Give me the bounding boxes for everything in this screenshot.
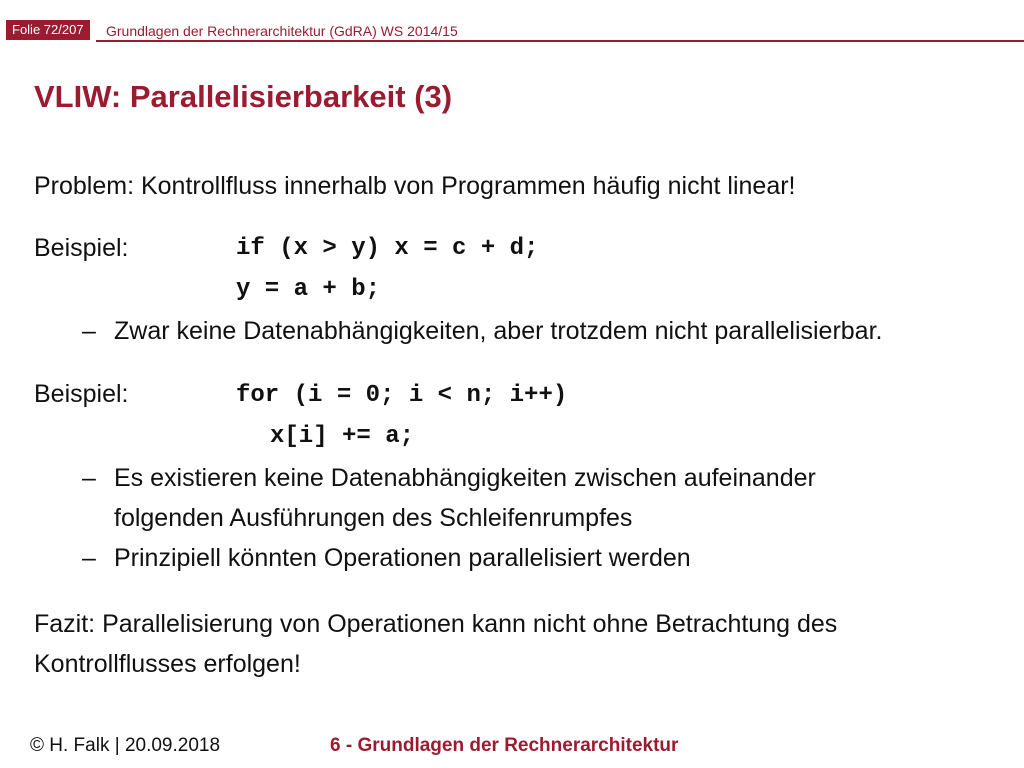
- slide-title: VLIW: Parallelisierbarkeit (3): [34, 79, 453, 114]
- footer-author-date: © H. Falk | 20.09.2018: [30, 735, 221, 756]
- conclusion-line-1: Fazit: Parallelisierung von Operationen kann nicht ohne Betrachtung des: [34, 610, 838, 638]
- slide-number-badge: Folie 72/207: [6, 20, 90, 40]
- example2-code-line-1: for (i = 0; i < n; i++): [236, 382, 568, 409]
- example2-bullet-1: Es existieren keine Datenabhängigkeiten zwischen aufeinander: [114, 464, 816, 492]
- example2-label: Beispiel:: [34, 380, 129, 408]
- example2-code-line-2: x[i] += a;: [270, 423, 415, 450]
- example2-bullet-2: Prinzipiell könnten Operationen parallelisiert werden: [114, 544, 691, 572]
- bullet-dash: –: [82, 464, 96, 492]
- header-bar: [0, 20, 1024, 44]
- bullet-dash: –: [82, 544, 96, 572]
- example1-label: Beispiel:: [34, 234, 129, 262]
- example2-bullet-1-continued: folgenden Ausführungen des Schleifenrumpfes: [114, 504, 633, 532]
- bullet-dash: –: [82, 317, 96, 345]
- conclusion-line-2: Kontrollflusses erfolgen!: [34, 650, 301, 678]
- problem-statement: Problem: Kontrollfluss innerhalb von Programmen häufig nicht linear!: [34, 172, 796, 200]
- footer-chapter: 6 - Grundlagen der Rechnerarchitektur: [330, 735, 679, 756]
- course-title: Grundlagen der Rechnerarchitektur (GdRA) WS 2014/15: [106, 23, 458, 39]
- example1-code-line-1: if (x > y) x = c + d;: [236, 235, 539, 262]
- example1-bullet-1: Zwar keine Datenabhängigkeiten, aber trotzdem nicht parallelisierbar.: [114, 317, 883, 345]
- example1-code-line-2: y = a + b;: [236, 276, 381, 303]
- header-divider: [96, 40, 1024, 42]
